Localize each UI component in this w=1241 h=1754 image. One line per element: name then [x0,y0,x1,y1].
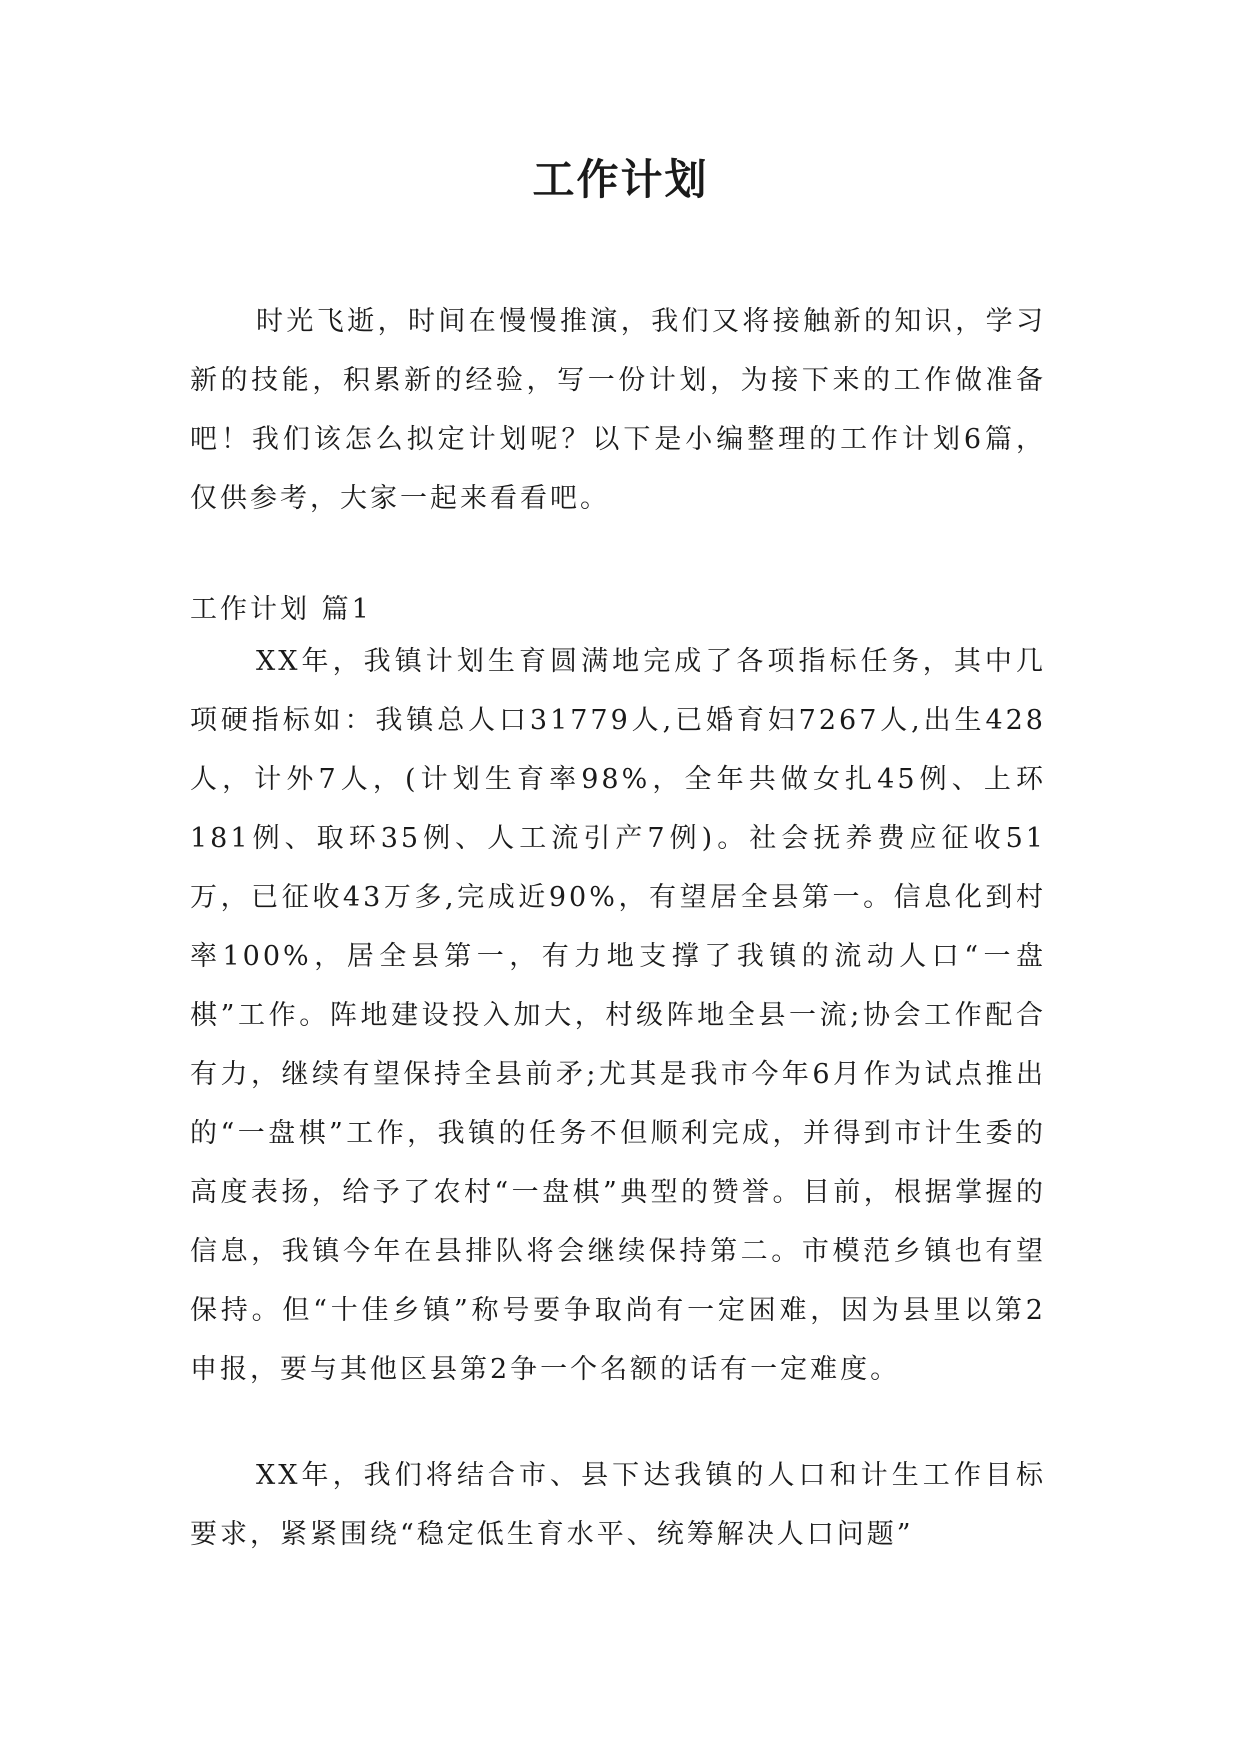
section-heading: 工作计划 篇1 [190,594,372,625]
intro-paragraph: 时光飞逝，时间在慢慢推演，我们又将接触新的知识，学习新的技能，积累新的经验，写一份计划，为接下来的工作做准备吧！我们该怎么拟定计划呢？以下是小编整理的工作计划6篇，仅供参考，大家一起来看看吧。 [190,306,1046,514]
body-paragraph: XX年，我镇计划生育圆满地完成了各项指标任务，其中几项硬指标如：我镇总人口31779人,已婚育妇7267人,出生428人，计外7人，(计划生育率98%，全年共做女扎45例、上环181例、取环35例、人工流引产7例)。社会抚养费应征收51万，已征收43万多,完成近90%，有望居全县第一。信息化到村率100%，居全县第一，有力地支撑了我镇的流动人口“一盘棋”工作。阵地建设投入加大，村级阵地全县一流;协会工作配合有力，继续有望保持全县前矛;尤其是我市今年6月作为试点推出的“一盘棋”工作，我镇的任务不但顺利完成，并得到市计生委的高度表扬，给予了农村“一盘棋”典型的赞誉。目前，根据掌握的信息，我镇今年在县排队将会继续保持第二。市模范乡镇也有望保持。但“十佳乡镇”称号要争取尚有一定困难，因为县里以第2申报，要与其他区县第2争一个名额的话有一定难度。 [190,646,1046,1385]
document-title: 工作计划 [532,155,709,204]
body-paragraph: XX年，我们将结合市、县下达我镇的人口和计生工作目标要求，紧紧围绕“稳定低生育水平、统筹解决人口问题” [190,1460,1046,1550]
